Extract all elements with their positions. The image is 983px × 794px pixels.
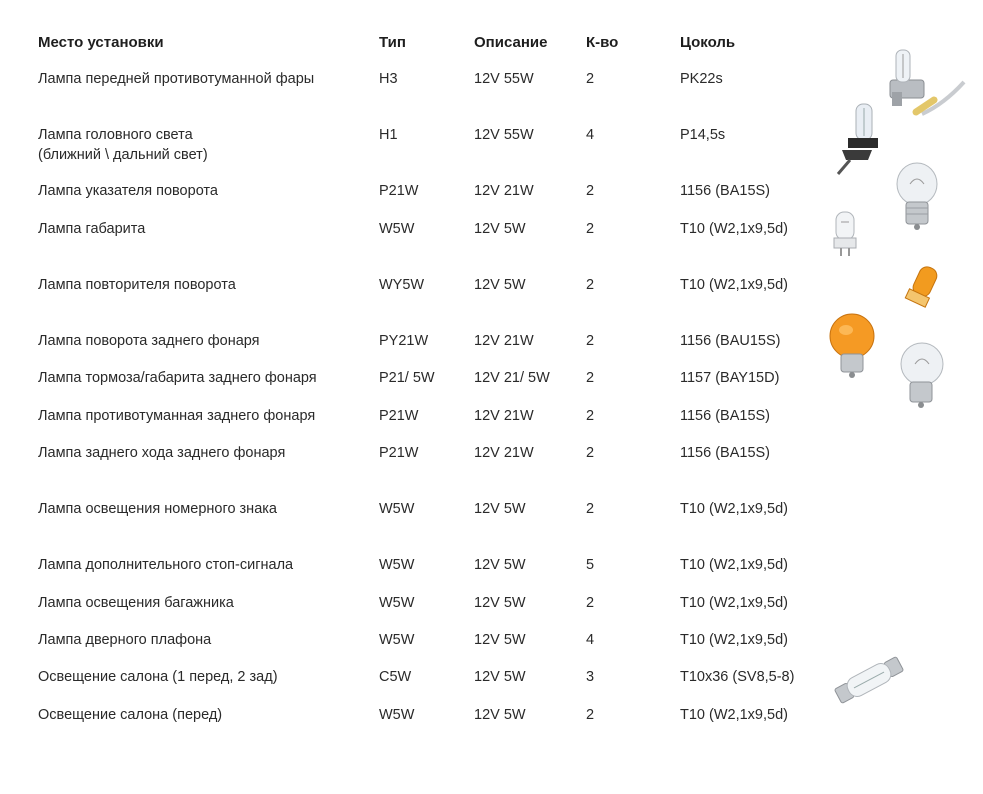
wy5w-bulb-icon [898,262,946,314]
cell-location: Лампа дополнительного стоп-сигнала [38,557,294,573]
cell-location: Лампа тормоза/габарита заднего фонаря [38,370,317,386]
cell-base: T10 (W2,1x9,5d) [680,557,788,573]
cell-type: P21/ 5W [379,370,435,386]
cell-base: T10 (W2,1x9,5d) [680,221,788,237]
cell-base: T10 (W2,1x9,5d) [680,277,788,293]
cell-location: Освещение салона (перед) [38,707,223,723]
cell-base: 1157 (BAY15D) [680,370,780,386]
cell-base: PK22s [680,71,723,87]
table-row [0,407,983,424]
cell-quantity: 2 [586,445,595,461]
cell-location: Лампа габарита [38,221,146,237]
table-row [0,631,983,648]
cell-type: W5W [379,221,415,237]
h1-bulb-icon [828,100,888,180]
w5w-bulb-icon [826,208,866,260]
table-row [0,556,983,573]
cell-location: Лампа освещения багажника [38,595,234,611]
cell-location: Лампа противотуманная заднего фонаря [38,408,316,424]
cell-location: Лампа указателя поворота [38,183,218,199]
cell-description: 12V 5W [474,557,526,573]
cell-base: T10 (W2,1x9,5d) [680,632,788,648]
cell-type: H1 [379,127,398,143]
cell-quantity: 2 [586,707,595,723]
cell-type: W5W [379,501,415,517]
cell-quantity: 2 [586,277,595,293]
cell-type: C5W [379,669,412,685]
header-description: Описание [474,34,548,51]
cell-description: 12V 55W [474,71,534,87]
cell-description: 12V 5W [474,277,526,293]
p21-5w-bulb-icon [890,338,950,410]
cell-location-line2: (ближний \ дальний свет) [38,147,208,163]
header-base: Цоколь [680,34,736,51]
cell-description: 12V 55W [474,127,534,143]
cell-description: 12V 5W [474,707,526,723]
cell-base: 1156 (BA15S) [680,183,771,199]
cell-type: W5W [379,707,415,723]
cell-quantity: 3 [586,669,595,685]
cell-location: Лампа освещения номерного знака [38,501,277,517]
cell-quantity: 2 [586,221,595,237]
table-row [0,444,983,461]
c5w-festoon-bulb-icon [826,650,912,710]
cell-base: T10 (W2,1x9,5d) [680,501,788,517]
cell-base: T10 (W2,1x9,5d) [680,595,788,611]
cell-description: 12V 21W [474,408,534,424]
cell-location: Лампа дверного плафона [38,632,212,648]
table-row [0,182,983,199]
cell-type: H3 [379,71,398,87]
cell-type: P21W [379,183,419,199]
cell-base: 1156 (BA15S) [680,408,771,424]
cell-location: Лампа головного света [38,127,193,143]
cell-description: 12V 5W [474,221,526,237]
cell-description: 12V 21W [474,183,534,199]
table-row [0,276,983,293]
cell-quantity: 4 [586,127,595,143]
cell-description: 12V 5W [474,632,526,648]
header-location: Место установки [38,34,164,51]
cell-quantity: 2 [586,595,595,611]
cell-location: Лампа повторителя поворота [38,277,236,293]
cell-type: WY5W [379,277,425,293]
cell-description: 12V 5W [474,669,526,685]
cell-quantity: 2 [586,408,595,424]
table-row [0,70,983,87]
cell-type: P21W [379,408,419,424]
cell-quantity: 4 [586,632,595,648]
cell-base: 1156 (BA15S) [680,445,771,461]
cell-base: T10x36 (SV8,5-8) [680,669,795,685]
cell-quantity: 5 [586,557,595,573]
header-quantity: К-во [586,34,619,51]
header-type: Тип [379,34,406,51]
cell-type: W5W [379,557,415,573]
cell-base: P14,5s [680,127,726,143]
cell-type: PY21W [379,333,429,349]
cell-location: Лампа поворота заднего фонаря [38,333,260,349]
cell-type: W5W [379,632,415,648]
cell-location: Лампа передней противотуманной фары [38,71,315,87]
cell-base: T10 (W2,1x9,5d) [680,707,788,723]
cell-description: 12V 21W [474,445,534,461]
cell-description: 12V 5W [474,501,526,517]
cell-location: Лампа заднего хода заднего фонаря [38,445,286,461]
cell-description: 12V 21W [474,333,534,349]
cell-description: 12V 5W [474,595,526,611]
table-row [0,594,983,611]
table-row [0,500,983,517]
cell-quantity: 2 [586,501,595,517]
cell-quantity: 2 [586,71,595,87]
cell-base: 1156 (BAU15S) [680,333,781,349]
p21w-bulb-icon [892,160,942,232]
cell-quantity: 2 [586,333,595,349]
cell-location: Освещение салона (1 перед, 2 зад) [38,669,278,685]
cell-quantity: 2 [586,370,595,386]
cell-type: P21W [379,445,419,461]
cell-quantity: 2 [586,183,595,199]
cell-type: W5W [379,595,415,611]
cell-description: 12V 21/ 5W [474,370,550,386]
py21w-bulb-icon [822,310,882,380]
